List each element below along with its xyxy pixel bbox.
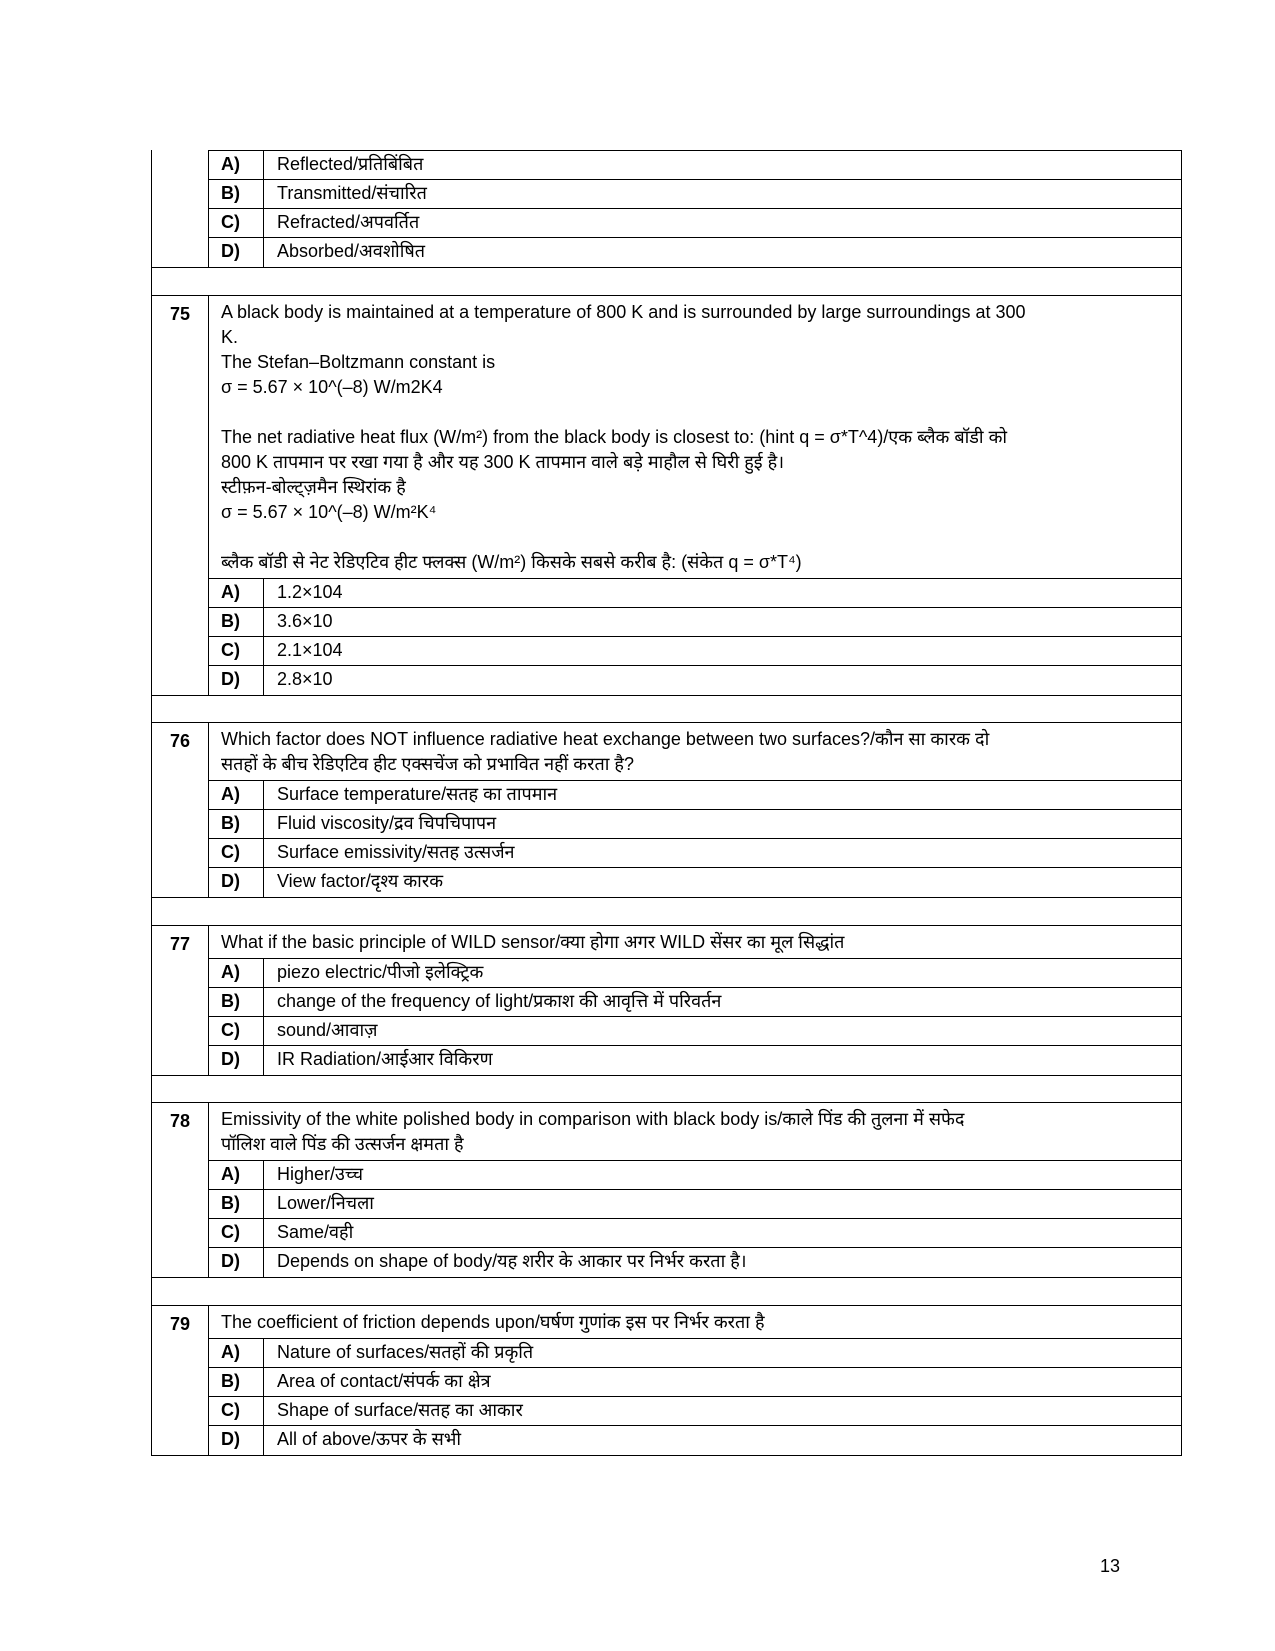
question-block <box>152 1103 1181 1278</box>
option-row <box>209 608 1181 637</box>
question-text-line: The net radiative heat flux (W/m²) from the black body is closest to: (hint q = σ*T^4)/एक ब्लैक बॉडी को <box>221 426 1008 447</box>
option-text: Nature of surfaces/सतहों की प्रकृति <box>277 1341 534 1362</box>
option-letter: A) <box>209 579 264 607</box>
question-text-line: स्टीफ़न-बोल्ट्ज़मैन स्थिरांक है <box>221 476 406 497</box>
option-letter: C) <box>209 1219 264 1247</box>
question-rows <box>209 723 1181 897</box>
option-letter: A) <box>209 959 264 987</box>
option-row <box>209 1426 1181 1455</box>
question-number: 79 <box>152 1306 209 1455</box>
option-letter: D) <box>209 868 264 897</box>
option-text: Depends on shape of body/यह शरीर के आकार पर निर्भर करता है। <box>277 1251 747 1271</box>
option-text: Same/वही <box>277 1222 354 1242</box>
option-row <box>209 151 1181 180</box>
option-row <box>209 810 1181 839</box>
question-number <box>152 150 209 267</box>
option-row <box>209 1017 1181 1046</box>
option-row <box>209 1046 1181 1075</box>
question-text-line: Which factor does NOT influence radiative heat exchange between two surfaces?/कौन सा कारक दो <box>221 729 990 749</box>
question-block <box>152 1306 1181 1456</box>
option-row <box>209 180 1181 209</box>
option-text: Surface temperature/सतह का तापमान <box>277 784 558 804</box>
option-row <box>209 1248 1181 1277</box>
question-text <box>209 1306 1181 1339</box>
question-table <box>151 150 1182 1456</box>
option-row <box>209 209 1181 238</box>
question-text-line: 800 K तापमान पर रखा गया है और यह 300 K तापमान वाले बड़े माहौल से घिरी हुई है। <box>221 451 785 472</box>
question-block <box>152 926 1181 1076</box>
option-text: 2.8×10 <box>277 668 333 689</box>
option-text: Absorbed/अवशोषित <box>277 241 426 261</box>
question-text-line: The Stefan–Boltzmann constant is <box>221 351 496 372</box>
question-block <box>152 150 1181 268</box>
option-text: IR Radiation/आईआर विकिरण <box>277 1048 493 1069</box>
option-letter: B) <box>209 1368 264 1396</box>
row-spacer <box>152 696 1181 724</box>
option-text: sound/आवाज़ <box>277 1019 378 1040</box>
question-text <box>209 723 1181 781</box>
question-text-line <box>221 525 1171 550</box>
question-rows <box>209 1306 1181 1455</box>
option-row <box>209 988 1181 1017</box>
question-rows <box>209 926 1181 1075</box>
row-spacer <box>152 268 1181 296</box>
question-text-line: The coefficient of friction depends upon/घर्षण गुणांक इस पर निर्भर करता है <box>221 1311 765 1332</box>
question-rows <box>209 1103 1181 1277</box>
option-row <box>209 868 1181 897</box>
option-row <box>209 781 1181 810</box>
question-text <box>209 296 1181 579</box>
option-letter: A) <box>209 1339 264 1367</box>
option-row <box>209 959 1181 988</box>
question-text-line: सतहों के बीच रेडिएटिव हीट एक्सचेंज को प्रभावित नहीं करता है? <box>221 754 634 774</box>
option-row <box>209 666 1181 695</box>
option-letter: C) <box>209 839 264 867</box>
option-letter: C) <box>209 637 264 665</box>
option-text: Area of contact/संपर्क का क्षेत्र <box>277 1370 491 1391</box>
question-text-line: Emissivity of the white polished body in comparison with black body is/काले पिंड की तुलना में सफेद <box>221 1109 965 1129</box>
option-letter: D) <box>209 1248 264 1277</box>
option-text: Shape of surface/सतह का आकार <box>277 1399 523 1420</box>
option-text: All of above/ऊपर के सभी <box>277 1428 462 1449</box>
option-text: Lower/निचला <box>277 1193 374 1213</box>
option-letter: A) <box>209 781 264 809</box>
option-letter: B) <box>209 1190 264 1218</box>
option-row <box>209 637 1181 666</box>
option-letter: B) <box>209 180 264 208</box>
option-row <box>209 1190 1181 1219</box>
option-letter: C) <box>209 1397 264 1425</box>
option-letter: D) <box>209 666 264 695</box>
option-letter: A) <box>209 151 264 179</box>
option-text: Surface emissivity/सतह उत्सर्जन <box>277 842 515 862</box>
question-text-line: What if the basic principle of WILD sensor/क्या होगा अगर WILD सेंसर का मूल सिद्धांत <box>221 931 845 952</box>
row-spacer <box>152 898 1181 926</box>
option-letter: D) <box>209 1046 264 1075</box>
option-text: 1.2×104 <box>277 581 343 602</box>
question-number: 78 <box>152 1103 209 1277</box>
option-row <box>209 1339 1181 1368</box>
page-number: 13 <box>1100 1556 1121 1576</box>
option-row <box>209 579 1181 608</box>
option-text: Fluid viscosity/द्रव चिपचिपापन <box>277 813 497 833</box>
option-text: change of the frequency of light/प्रकाश की आवृत्ति में परिवर्तन <box>277 990 722 1011</box>
option-row <box>209 839 1181 868</box>
option-row <box>209 1397 1181 1426</box>
option-row <box>209 1368 1181 1397</box>
option-letter: D) <box>209 238 264 267</box>
question-rows <box>209 150 1181 267</box>
option-text: Transmitted/संचारित <box>277 183 427 203</box>
option-letter: B) <box>209 988 264 1016</box>
option-letter: D) <box>209 1426 264 1455</box>
question-number: 77 <box>152 926 209 1075</box>
question-text-line: σ = 5.67 × 10^(–8) W/m²K⁴ <box>221 501 437 522</box>
option-text: 2.1×104 <box>277 639 343 660</box>
option-row <box>209 238 1181 267</box>
option-letter: B) <box>209 810 264 838</box>
question-text <box>209 926 1181 959</box>
option-text: Reflected/प्रतिबिंबित <box>277 154 424 174</box>
option-letter: A) <box>209 1161 264 1189</box>
option-row <box>209 1161 1181 1190</box>
option-letter: C) <box>209 1017 264 1045</box>
question-block <box>152 296 1181 696</box>
question-text-line: σ = 5.67 × 10^(–8) W/m2K4 <box>221 376 443 397</box>
question-text-line: K. <box>221 326 239 347</box>
row-spacer <box>152 1076 1181 1104</box>
question-text-line: पॉलिश वाले पिंड की उत्सर्जन क्षमता है <box>221 1134 464 1154</box>
question-number: 76 <box>152 723 209 897</box>
option-text: 3.6×10 <box>277 610 333 631</box>
option-letter: C) <box>209 209 264 237</box>
question-rows <box>209 296 1181 695</box>
option-text: View factor/दृश्य कारक <box>277 871 444 891</box>
question-text-line <box>221 400 1171 425</box>
row-spacer <box>152 1278 1181 1306</box>
question-number: 75 <box>152 296 209 695</box>
question-text-line: A black body is maintained at a temperature of 800 K and is surrounded by large surroundings at 300 <box>221 301 1026 322</box>
option-text: piezo electric/पीजो इलेक्ट्रिक <box>277 961 484 982</box>
question-text <box>209 1103 1181 1161</box>
option-row <box>209 1219 1181 1248</box>
question-block <box>152 723 1181 898</box>
option-letter: B) <box>209 608 264 636</box>
question-text-line: ब्लैक बॉडी से नेट रेडिएटिव हीट फ्लक्स (W/m²) किसके सबसे करीब है: (संकेत q = σ*T⁴) <box>221 551 802 572</box>
option-text: Refracted/अपवर्तित <box>277 212 420 232</box>
option-text: Higher/उच्च <box>277 1164 364 1184</box>
